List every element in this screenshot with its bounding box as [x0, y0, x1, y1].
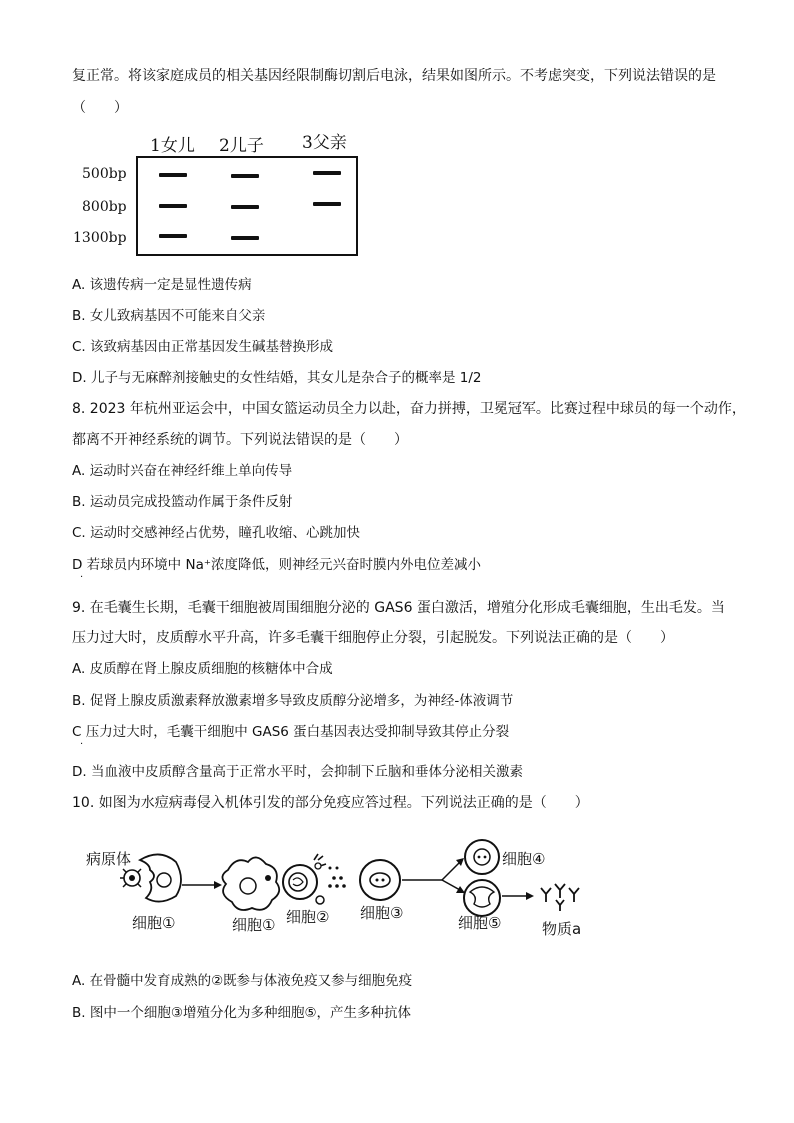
gel-size-label-800: 800bp — [82, 199, 127, 215]
stray-dot: · — [80, 572, 84, 583]
cell-3-icon — [360, 860, 400, 900]
substance-a-label: 物质a — [542, 920, 582, 938]
q9-stem-line2: 压力过大时，皮质醇水平升高，许多毛囊干细胞停止分裂，引起脱发。下列说法正确的是（ ） — [72, 630, 674, 646]
q9-option-a: A. 皮质醇在肾上腺皮质细胞的核糖体中合成 — [72, 661, 333, 677]
gel-band — [313, 202, 341, 206]
cell-2-icon — [283, 854, 326, 904]
q9-option-b: B. 促肾上腺皮质激素释放激素增多导致皮质醇分泌增多，为神经-体液调节 — [72, 693, 514, 709]
q7-option-c: C. 该致病基因由正常基因发生碱基替换形成 — [72, 339, 334, 355]
gel-size-label-1300: 1300bp — [73, 230, 127, 246]
cell-4-icon — [465, 840, 499, 874]
gel-band — [159, 234, 187, 238]
cell-5-label: 细胞⑤ — [458, 914, 502, 932]
gel-band — [231, 236, 259, 240]
gel-size-label-500: 500bp — [82, 166, 127, 182]
cell-1b-icon — [222, 857, 279, 910]
cell-5-icon — [464, 880, 500, 916]
q7-intro: 复正常。将该家庭成员的相关基因经限制酶切割后电泳，结果如图所示。不考虑突变，下列说法错误的是 — [72, 68, 716, 84]
cell-1b-label: 细胞① — [232, 916, 276, 934]
gel-band — [159, 204, 187, 208]
q7-option-a: A. 该遗传病一定是显性遗传病 — [72, 277, 252, 293]
q8-option-d: D 若球员内环境中 Na⁺浓度降低，则神经元兴奋时膜内外电位差减小 — [72, 557, 481, 573]
pathogen-label: 病原体 — [86, 850, 132, 868]
q8-option-c: C. 运动时交感神经占优势，瞳孔收缩、心跳加快 — [72, 525, 361, 541]
cell-1a-icon — [140, 854, 181, 901]
pathogen-icon — [120, 869, 141, 887]
cell-2-label: 细胞② — [286, 908, 330, 926]
q7-answer-paren: （ ） — [72, 100, 128, 116]
secreted-particles-icon — [328, 867, 346, 888]
q9-option-c: C 压力过大时，毛囊干细胞中 GAS6 蛋白基因表达受抑制导致其停止分裂 — [72, 724, 510, 740]
gel-band — [231, 174, 259, 178]
q8-option-a: A. 运动时兴奋在神经纤维上单向传导 — [72, 463, 293, 479]
q7-option-d: D. 儿子与无麻醉剂接触史的女性结婚，其女儿是杂合子的概率是 1/2 — [72, 370, 482, 386]
gel-band — [231, 205, 259, 209]
gel-lane-label-2: 2儿子 — [219, 136, 264, 156]
q10-option-b: B. 图中一个细胞③增殖分化为多种细胞⑤，产生多种抗体 — [72, 1005, 412, 1021]
q9-option-d: D. 当血液中皮质醇含量高于正常水平时，会抑制下丘脑和垂体分泌相关激素 — [72, 764, 523, 780]
q10-option-a: A. 在骨髓中发育成熟的②既参与体液免疫又参与细胞免疫 — [72, 973, 413, 989]
gel-lane-label-1: 1女儿 — [150, 136, 195, 156]
cell-1a-label: 细胞① — [132, 914, 176, 932]
cell-3-label: 细胞③ — [360, 904, 404, 922]
gel-band — [313, 171, 341, 175]
q7-option-b: B. 女儿致病基因不可能来自父亲 — [72, 308, 266, 324]
gel-lane-label-3: 3父亲 — [302, 133, 347, 153]
cell-4-label: 细胞④ — [502, 850, 546, 868]
stray-dot: · — [80, 739, 84, 750]
q8-option-b: B. 运动员完成投篮动作属于条件反射 — [72, 494, 293, 510]
antibody-icon — [541, 884, 579, 911]
gel-band — [159, 173, 187, 177]
q9-stem-line1: 9. 在毛囊生长期，毛囊干细胞被周围细胞分泌的 GAS6 蛋白激活，增殖分化形成毛囊细胞，生出毛发。当 — [72, 600, 725, 616]
q10-stem: 10. 如图为水痘病毒侵入机体引发的部分免疫应答过程。下列说法正确的是（ ） — [72, 795, 589, 811]
immune-response-diagram — [0, 830, 794, 940]
q8-stem-line2: 都离不开神经系统的调节。下列说法错误的是（ ） — [72, 432, 408, 448]
q8-stem-line1: 8. 2023 年杭州亚运会中，中国女篮运动员全力以赴，奋力拼搏，卫冕冠军。比赛过程中球员的每一个动作， — [72, 401, 746, 417]
